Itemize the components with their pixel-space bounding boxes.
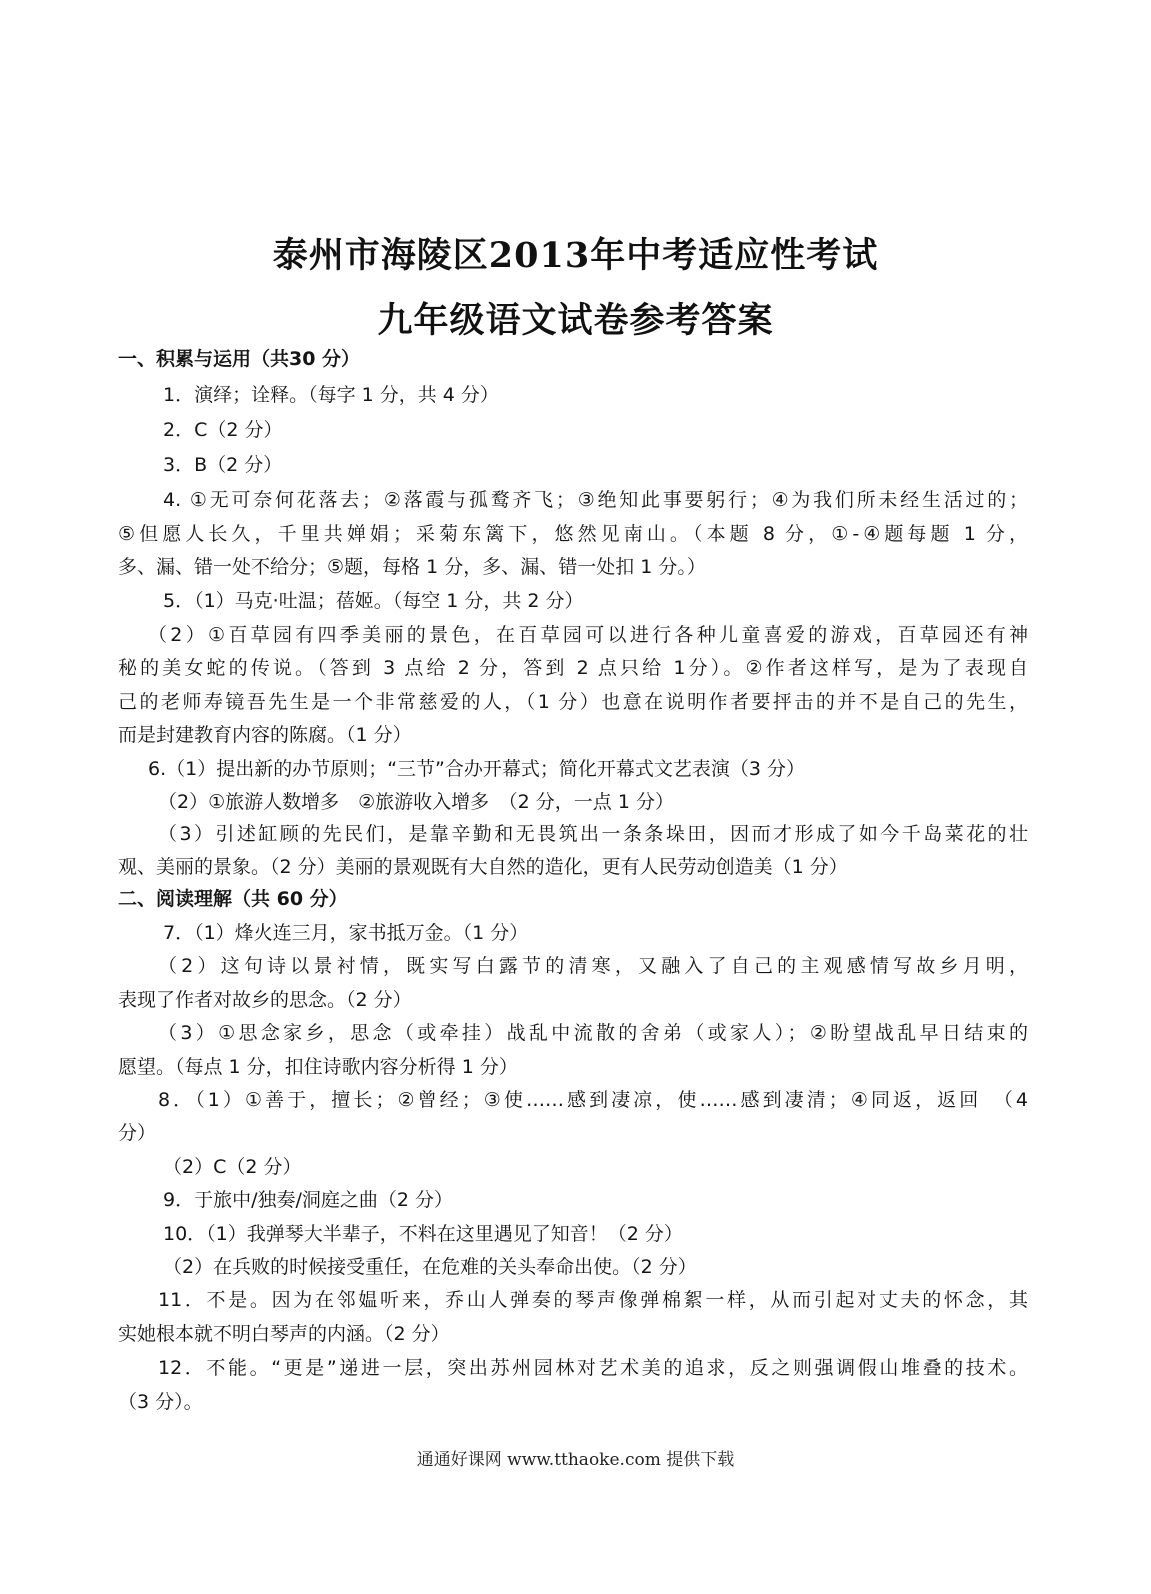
answer-line-7-2a: （2）这句诗以景衬情，既实写白露节的清寒，又融入了自己的主观感情写故乡月明，	[158, 955, 1028, 977]
answer-line-11b: 实她根本就不明白琴声的内涵。（2 分）	[118, 1323, 450, 1345]
answer-line-6-3b: 观、美丽的景象。（2 分）美丽的景观既有大自然的造化，更有人民劳动创造美（1 分）	[118, 856, 848, 878]
answer-line-7-3b: 愿望。（每点 1 分，扣住诗歌内容分析得 1 分）	[118, 1056, 518, 1078]
answer-line-6-2: （2）①旅游人数增多 ②旅游收入增多 （2 分，一点 1 分）	[158, 791, 674, 813]
answer-line-12b: （3 分）。	[118, 1391, 203, 1413]
answer-line-5-2c: 己的老师寿镜吾先生是一个非常慈爱的人，（1 分）也意在说明作者要抨击的并不是自己的先生，	[118, 691, 1028, 713]
answer-line-2: 2．C（2 分）	[163, 419, 283, 441]
section-heading-reading: 二、阅读理解（共 60 分）	[118, 888, 348, 910]
answer-line-11a: 11．不是。因为在邻媪听来，乔山人弹奏的琴声像弹棉絮一样，从而引起对丈夫的怀念，其	[158, 1289, 1028, 1311]
answer-line-4a: 4. ①无可奈何花落去；②落霞与孤鹜齐飞；③绝知此事要躬行；④为我们所未经生活过的；	[163, 489, 1028, 511]
answer-line-6-3a: （3）引述缸顾的先民们，是靠辛勤和无畏筑出一条条垛田，因而才形成了如今千岛菜花的壮	[158, 823, 1028, 845]
answer-line-4b: ⑤但愿人长久，千里共婵娟；采菊东篱下，悠然见南山。（本题 8 分，①-④题每题 1 分，	[118, 523, 1028, 545]
answer-line-1: 1．演绎；诠释。（每字 1 分，共 4 分）	[163, 384, 499, 406]
answer-line-7-1: 7．（1）烽火连三月，家书抵万金。（1 分）	[163, 922, 529, 944]
answer-line-12a: 12．不能。“更是”递进一层，突出苏州园林对艺术美的追求，反之则强调假山堆叠的技术。	[158, 1357, 1028, 1379]
answer-line-5-2b: 秘的美女蛇的传说。（答到 3 点给 2 分，答到 2 点只给 1分）。②作者这样写，是为了表现自	[118, 657, 1028, 679]
answer-line-10-1: 10．（1）我弹琴大半辈子，不料在这里遇见了知音！（2 分）	[163, 1223, 683, 1245]
page-footer-source: 通通好课网 www.tthaoke.com 提供下载	[416, 1450, 735, 1470]
answer-line-3: 3．B（2 分）	[163, 454, 283, 476]
answer-line-6-1: 6.（1）提出新的办节原则；“三节”合办开幕式；简化开幕式文艺表演（3 分）	[148, 758, 806, 780]
answer-line-5-2a: （2）①百草园有四季美丽的景色，在百草园可以进行各种儿童喜爱的游戏，百草园还有神	[148, 624, 1028, 646]
answer-line-10-2: （2）在兵败的时候接受重任，在危难的关头奉命出使。（2 分）	[163, 1256, 697, 1278]
answer-line-5-2d: 而是封建教育内容的陈腐。（1 分）	[118, 724, 412, 746]
answer-line-8-1b: 分）	[118, 1122, 157, 1144]
answer-line-5-1: 5．（1）马克·吐温；蓓姬。（每空 1 分，共 2 分）	[163, 590, 584, 612]
title-answer-key: 九年级语文试卷参考答案	[377, 300, 774, 341]
answer-line-8-2: （2）C（2 分）	[163, 1156, 302, 1178]
section-heading-accumulation: 一、积累与运用（共30 分）	[118, 348, 361, 370]
answer-line-4c: 多、漏、错一处不给分；⑤题，每格 1 分，多、漏、错一处扣 1 分。）	[118, 556, 706, 578]
title-exam-name: 泰州市海陵区2013年中考适应性考试	[272, 235, 879, 276]
answer-line-9: 9．于旅中/独奏/洞庭之曲（2 分）	[163, 1189, 454, 1211]
answer-line-8-1a: 8．（1）①善于，擅长；②曾经；③使……感到凄凉，使……感到凄清；④同返，返回 （4	[158, 1089, 1028, 1111]
answer-line-7-3a: （3）①思念家乡，思念（或牵挂）战乱中流散的舍弟（或家人）；②盼望战乱早日结束的	[158, 1022, 1028, 1044]
answer-line-7-2b: 表现了作者对故乡的思念。（2 分）	[118, 989, 412, 1011]
